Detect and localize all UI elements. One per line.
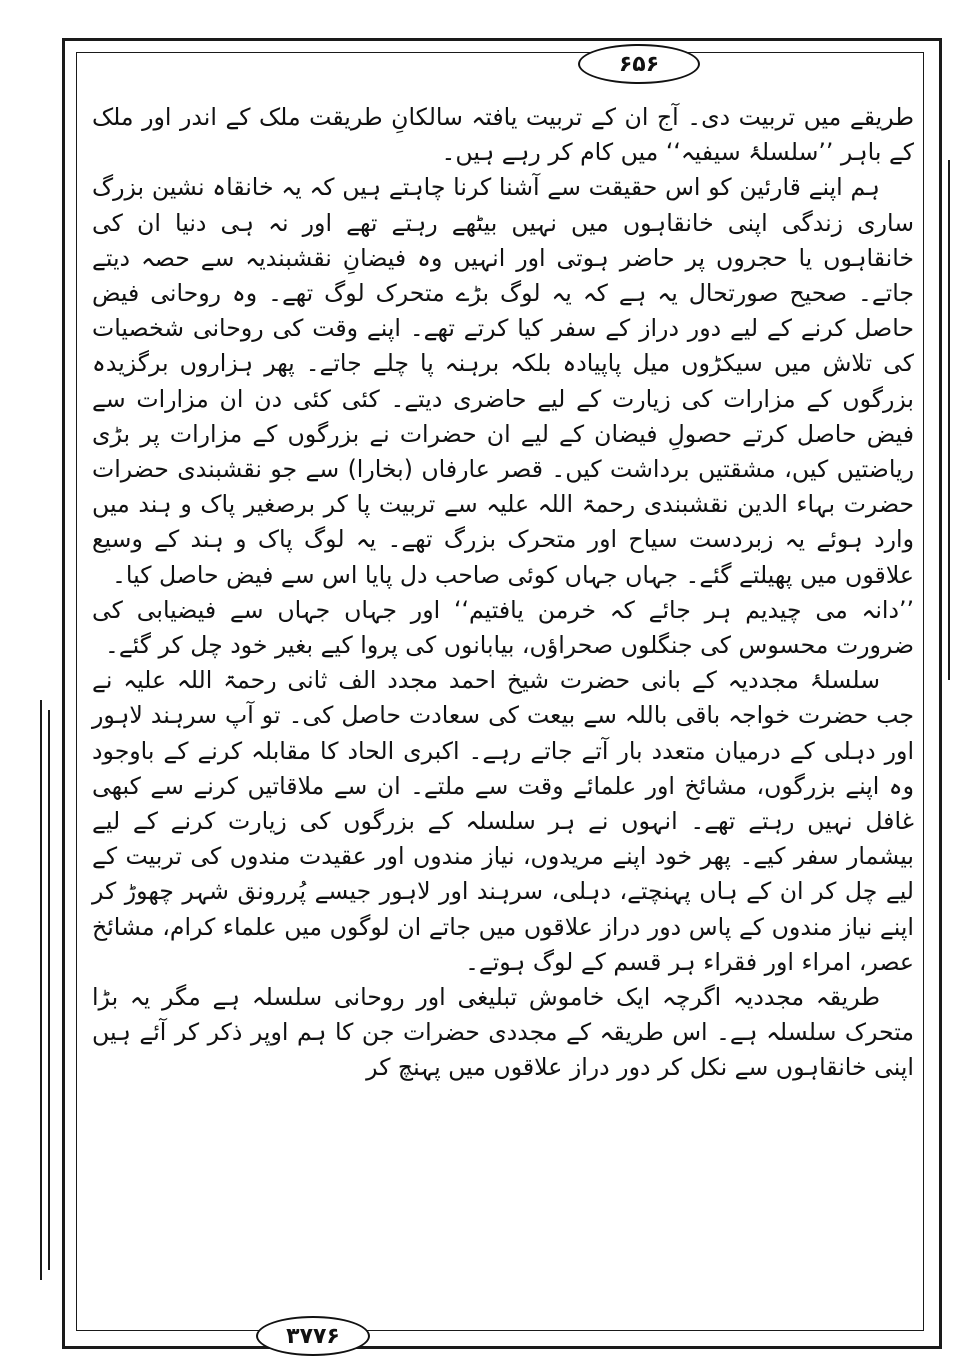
page-number-bottom: ۳۷۷۶ <box>256 1316 370 1356</box>
left-margin-rule <box>40 700 42 1280</box>
paragraph-5: طریقہ مجددیہ اگرچہ ایک خاموش تبلیغی اور روحانی سلسلہ ہے مگر یہ بڑا متحرک سلسلہ ہے۔ اس طریقہ کے مجددی حضرات جن کا ہم اوپر ذکر کر آئے ہیں اپنی خانقاہوں سے نکل کر دور دراز علاقوں میں پہنچ کر <box>92 983 914 1082</box>
left-margin-rule-2 <box>48 710 50 1270</box>
body-text <box>92 100 914 1300</box>
paragraph-3: ’’دانہ می چیدیم ہر جائے کہ خرمن یافتیم‘‘ اور جہاں جہاں سے فیضیابی کی ضرورت محسوس کی جنگلوں صحراؤں، بیابانوں کی پروا کیے بغیر خود چل کر گئے۔ <box>92 595 914 660</box>
paragraph-1: طریقے میں تربیت دی۔ آج ان کے تربیت یافتہ سالکانِ طریقت ملک کے اندر اور ملک کے باہر ’’سلسلۂ سیفیہ‘‘ میں کام کر رہے ہیں۔ <box>92 103 914 167</box>
page-number-top: ۶۵۶ <box>578 44 700 84</box>
paragraph-4: سلسلۂ مجددیہ کے بانی حضرت شیخ احمد مجدد الف ثانی رحمۃ اللہ علیہ نے جب حضرت خواجہ باقی باللہ سے بیعت کی سعادت حاصل کی۔ تو آپ سرہند لاہور اور دہلی کے درمیان متعدد بار آتے جاتے رہے۔ اکبری الحاد کا مقابلہ کرنے کے باوجود وہ اپنے بزرگوں، مشائخ اور علمائے وقت سے ملتے۔ ان سے ملاقاتیں کرنے سے کبھی غافل نہیں رہتے تھے۔ انہوں نے ہر سلسلہ کے بزرگوں کی زیارت کرنے کے لیے بیشمار سفر کیے۔ پھر خود اپنے مریدوں، نیاز مندوں اور عقیدت مندوں کی تربیت کے لیے چل کر ان کے ہاں پہنچتے، دہلی، سرہند اور لاہور جیسے پُررونق شہر چھوڑ کر اپنے نیاز مندوں کے پاس دور دراز علاقوں میں جاتے ان لوگوں میں علماء کرام، مشائخ عصر، امراء اور فقراء ہر قسم کے لوگ ہوتے۔ <box>92 666 914 976</box>
paragraph-2: ہم اپنے قارئین کو اس حقیقت سے آشنا کرنا چاہتے ہیں کہ یہ خانقاہ نشین بزرگ ساری زندگی اپنی خانقاہوں میں نہیں بیٹھے رہتے تھے اور نہ ہی دنیا ان کی خانقاہوں یا حجروں پر حاضر ہوتی اور انہیں وہ فیضانِ نقشبندیہ سے حصہ دیتے جاتے۔ صحیح صورتحال یہ ہے کہ یہ لوگ بڑے متحرک لوگ تھے۔ وہ روحانی فیض حاصل کرنے کے لیے دور دراز کے سفر کیا کرتے تھے۔ اپنے وقت کی روحانی شخصیات کی تلاش میں سیکڑوں میل پاپیادہ بلکہ برہنہ پا چلے جاتے۔ پھر ہزاروں برگزیدہ بزرگوں کے مزارات کی زیارت کے لیے حاضری دیتے۔ کئی کئی دن ان مزارات سے فیض حاصل کرتے حصولِ فیضان کے لیے ان حضرات نے بزرگوں کے مزارات پر بڑی ریاضتیں کیں، مشقتیں برداشت کیں۔ قصر عارفاں (بخارا) سے جو نقشبندی حضرات حضرت بہاء الدین نقشبندی رحمۃ اللہ علیہ سے تربیت پا کر برصغیر پاک و ہند میں وارد ہوئے یہ زبردست سیاح اور متحرک بزرگ تھے۔ یہ لوگ پاک و ہند کے وسیع علاقوں میں پھیلتے گئے۔ جہاں جہاں کوئی صاحب دل پایا اس سے فیض حاصل کیا۔ <box>92 173 914 589</box>
right-margin-rule <box>940 150 942 690</box>
right-margin-rule-2 <box>948 160 950 680</box>
